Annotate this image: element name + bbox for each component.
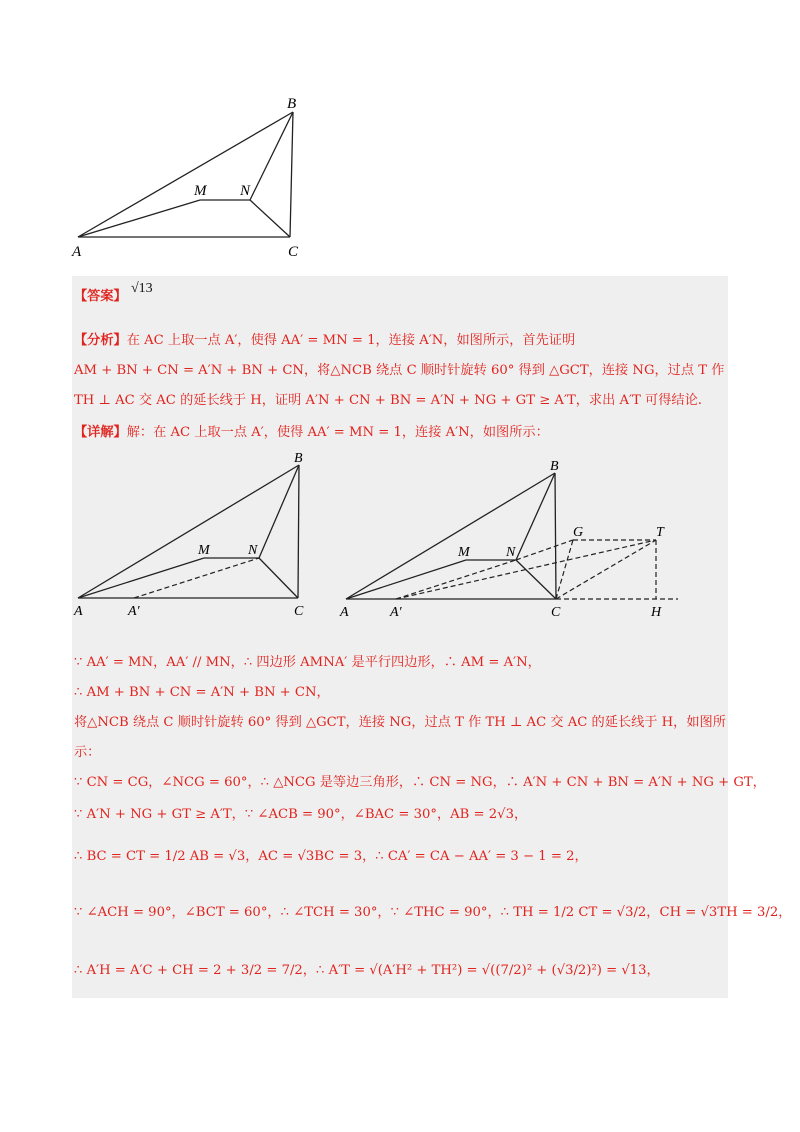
label-m: M (194, 183, 207, 199)
right-label-h: H (651, 605, 662, 620)
answer-value: √13 (130, 281, 153, 296)
left-label-a-prime: A′ (128, 604, 140, 619)
figure-top (70, 92, 310, 262)
detail-intro-text: 解：在 AC 上取一点 A′，使得 AA′ = MN = 1，连接 A′N，如图所示： (126, 425, 549, 440)
analysis-line-3: TH ⊥ AC 交 AC 的延长线于 H，证明 A′N + CN + BN = A′N + NG + GT ≥ A′T，求出 A′T 可得结论. (74, 393, 702, 408)
detail-step-4: 示： (74, 745, 101, 760)
answer-line (74, 281, 153, 306)
left-label-a: A (74, 604, 83, 619)
detail-label: 【详解】 (74, 425, 127, 440)
detail-step-1: ∵ AA′ = MN，AA′ // MN，∴ 四边形 AMNA′ 是平行四边形，∴ AM = A′N， (74, 655, 541, 670)
detail-step-2: ∴ AM + BN + CN = A′N + BN + CN， (74, 685, 330, 700)
detail-line-intro (74, 424, 549, 442)
analysis-text-1: 在 AC 上取一点 A′，使得 AA′ = MN = 1，连接 A′N，如图所示，首先证明 (126, 333, 576, 348)
right-label-b: B (550, 459, 559, 474)
detail-step-7: ∴ BC = CT = 1/2 AB = √3，AC = √3BC = 3，∴ CA′ = CA − AA′ = 3 − 1 = 2， (74, 849, 588, 864)
detail-step-5: ∵ CN = CG，∠NCG = 60°，∴ △NCG 是等边三角形，∴ CN = NG，∴ A′N + CN + BN = A′N + NG + GT， (74, 775, 766, 790)
detail-step-6: ∵ A′N + NG + GT ≥ A′T，∵ ∠ACB = 90°，∠BAC = 30°，AB = 2√3， (74, 807, 528, 822)
right-label-t: T (656, 525, 664, 540)
solution-box (72, 276, 728, 998)
right-label-n: N (506, 545, 516, 560)
answer-label: 【答案】 (74, 289, 127, 304)
left-label-n: N (248, 543, 258, 558)
label-b: B (287, 96, 297, 112)
right-label-g: G (573, 525, 584, 540)
figure-right (338, 452, 688, 627)
analysis-line-2: AM + BN + CN = A′N + BN + CN，将△NCB 绕点 C 顺时针旋转 60° 得到 △GCT，连接 NG，过点 T 作 (74, 363, 725, 378)
right-label-c: C (551, 605, 561, 620)
label-n: N (240, 183, 251, 199)
label-a: A (72, 244, 82, 260)
detail-step-3: 将△NCB 绕点 C 顺时针旋转 60° 得到 △GCT，连接 NG，过点 T 作 TH ⊥ AC 交 AC 的延长线于 H，如图所 (74, 715, 726, 730)
left-label-b: B (294, 451, 303, 466)
left-label-m: M (198, 543, 210, 558)
analysis-line-1 (74, 332, 575, 350)
detail-step-9: ∴ A′H = A′C + CH = 2 + 3/2 = 7/2，∴ A′T = √(A′H² + TH²) = √((7/2)² + (√3/2)²) = √13， (74, 963, 660, 978)
detail-step-8: ∵ ∠ACH = 90°，∠BCT = 60°，∴ ∠TCH = 30°，∵ ∠THC = 90°，∴ TH = 1/2 CT = √3/2，CH = √3TH = 3/2， (74, 905, 792, 920)
figure-left (72, 448, 322, 623)
label-c: C (288, 244, 299, 260)
left-label-c: C (294, 604, 304, 619)
right-label-m: M (458, 545, 470, 560)
analysis-label: 【分析】 (74, 333, 127, 348)
right-label-a: A (340, 605, 349, 620)
right-label-a-prime: A′ (390, 605, 402, 620)
